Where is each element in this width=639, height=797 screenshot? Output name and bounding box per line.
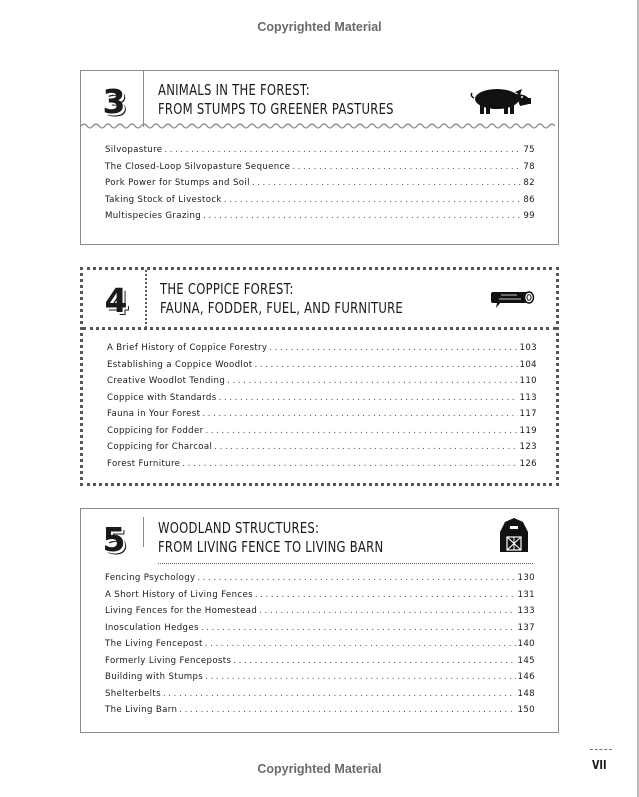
dot-leader xyxy=(269,343,517,353)
header-divider xyxy=(143,517,144,547)
dotted-divider xyxy=(83,327,556,330)
toc-entry-page: 146 xyxy=(517,672,535,682)
toc-entry-page: 82 xyxy=(523,178,535,188)
dot-leader xyxy=(201,623,516,633)
dot-leader xyxy=(255,590,516,600)
chapter-title xyxy=(158,81,394,119)
toc-entry-page: 148 xyxy=(517,688,535,699)
dot-leader xyxy=(179,705,515,715)
chapter-title-line-1: WOODLAND STRUCTURES: xyxy=(158,519,320,537)
toc-entry-page: 131 xyxy=(517,589,535,600)
toc-entry-title: Shelterbelts xyxy=(105,688,161,699)
header-divider xyxy=(143,71,144,127)
dot-leader xyxy=(205,672,515,682)
toc-entry[interactable] xyxy=(105,195,535,212)
toc-entry-title: Forest Furniture xyxy=(107,458,181,469)
toc-entry[interactable] xyxy=(107,360,537,377)
toc-entry-title: Coppicing for Charcoal xyxy=(107,442,213,452)
dot-leader xyxy=(205,426,517,436)
toc-entry[interactable] xyxy=(105,211,535,228)
chapter-number: 3 xyxy=(102,82,126,121)
folio-rule xyxy=(590,749,612,751)
toc-entry[interactable] xyxy=(105,573,535,590)
dot-leader xyxy=(219,393,518,403)
chapter-title-line-1: ANIMALS IN THE FOREST: xyxy=(158,81,310,99)
toc-entry-title: Establishing a Coppice Woodlot xyxy=(107,359,253,370)
dot-leader xyxy=(292,162,521,172)
toc-entry[interactable] xyxy=(105,656,535,673)
toc-entry-title: The Living Barn xyxy=(105,705,178,715)
toc-entry-page: 145 xyxy=(517,655,535,666)
toc-entries xyxy=(107,343,537,475)
toc-entry-page: 130 xyxy=(517,573,535,583)
dot-leader xyxy=(182,459,517,469)
toc-entry[interactable] xyxy=(105,672,535,689)
toc-entry[interactable] xyxy=(107,459,537,476)
toc-entry-title: Inosculation Hedges xyxy=(105,622,199,633)
toc-entry-page: 123 xyxy=(519,442,537,452)
dot-leader xyxy=(214,442,517,452)
toc-entry[interactable] xyxy=(107,376,537,393)
toc-entry[interactable] xyxy=(107,426,537,443)
toc-entry[interactable] xyxy=(107,393,537,410)
toc-entry-page: 150 xyxy=(517,705,535,715)
toc-entry-title: A Short History of Living Fences xyxy=(105,589,253,600)
toc-entry-title: Pork Power for Stumps and Soil xyxy=(105,178,250,188)
toc-entry-page: 133 xyxy=(517,606,535,616)
toc-entries xyxy=(105,573,535,722)
chapter-title-line-2: FROM LIVING FENCE TO LIVING BARN xyxy=(158,538,384,556)
barn-icon xyxy=(499,518,529,552)
toc-entry[interactable] xyxy=(105,606,535,623)
chapter-number: 4 xyxy=(104,281,128,320)
toc-entry[interactable] xyxy=(105,689,535,706)
toc-entry-title: Multispecies Grazing xyxy=(105,211,202,221)
toc-entry[interactable] xyxy=(107,442,537,459)
toc-entry[interactable] xyxy=(105,145,535,162)
toc-entry-title: Taking Stock of Livestock xyxy=(105,194,222,205)
chapter-title xyxy=(158,519,383,557)
toc-entry-title: Fencing Psychology xyxy=(105,573,196,583)
copyright-header: Copyrighted Material xyxy=(257,20,382,34)
chapter-title-line-2: FROM STUMPS TO GREENER PASTURES xyxy=(158,100,394,118)
chapter-title-line-2: FAUNA, FODDER, FUEL, AND FURNITURE xyxy=(160,299,404,317)
toc-entry[interactable] xyxy=(105,623,535,640)
toc-entry[interactable] xyxy=(105,590,535,607)
toc-entry-page: 113 xyxy=(519,392,537,403)
toc-entry-page: 78 xyxy=(523,161,535,172)
toc-entry-page: 75 xyxy=(523,145,535,155)
page-number: VII xyxy=(592,758,607,772)
chapter-5-section xyxy=(80,508,559,733)
dot-leader xyxy=(227,376,517,386)
dot-leader xyxy=(163,689,516,699)
toc-entry-title: Living Fences for the Homestead xyxy=(105,606,258,616)
toc-entry[interactable] xyxy=(105,162,535,179)
toc-entry[interactable] xyxy=(107,343,537,360)
chapter-number: 5 xyxy=(102,520,126,559)
toc-entry[interactable] xyxy=(105,705,535,722)
toc-entry-page: 104 xyxy=(519,359,537,370)
toc-entry-page: 126 xyxy=(519,458,537,469)
toc-entry-title: Creative Woodlot Tending xyxy=(107,376,226,386)
dot-leader xyxy=(233,656,515,666)
chapter-3-section xyxy=(80,70,559,245)
dot-leader xyxy=(202,409,517,419)
chapter-4-section xyxy=(80,267,559,486)
dot-leader xyxy=(224,195,522,205)
toc-entry-page: 110 xyxy=(519,376,537,386)
chapter-header xyxy=(81,71,558,129)
log-icon xyxy=(487,289,535,309)
toc-entry-page: 140 xyxy=(517,639,535,649)
toc-entry-title: Coppice with Standards xyxy=(107,392,217,403)
toc-entry-title: The Closed-Loop Silvopasture Sequence xyxy=(105,161,291,172)
dot-leader xyxy=(203,211,521,221)
toc-entry-page: 117 xyxy=(519,409,537,419)
toc-entry-title: A Brief History of Coppice Forestry xyxy=(107,343,268,353)
chapter-header xyxy=(81,509,558,567)
toc-entry-page: 86 xyxy=(523,194,535,205)
toc-entry-title: Formerly Living Fenceposts xyxy=(105,655,232,666)
toc-entry-title: Building with Stumps xyxy=(105,672,204,682)
dotted-divider xyxy=(158,563,533,564)
toc-entry-title: Coppicing for Fodder xyxy=(107,425,204,436)
dot-leader xyxy=(205,639,516,649)
dot-leader xyxy=(255,360,518,370)
header-divider xyxy=(145,270,147,328)
dot-leader xyxy=(197,573,515,583)
toc-entry-page: 99 xyxy=(523,211,535,221)
toc-entry-page: 103 xyxy=(519,343,537,353)
dot-leader xyxy=(259,606,515,616)
toc-entry-page: 137 xyxy=(517,622,535,633)
toc-entry-title: Silvopasture xyxy=(105,145,163,155)
chapter-header xyxy=(83,270,556,328)
toc-entry-title: The Living Fencepost xyxy=(105,639,203,649)
pig-icon xyxy=(470,85,532,115)
toc-entry[interactable] xyxy=(107,409,537,426)
toc-entry-page: 119 xyxy=(519,425,537,436)
chapter-title-line-1: THE COPPICE FOREST: xyxy=(160,280,294,298)
chapter-title xyxy=(160,280,403,318)
toc-entry[interactable] xyxy=(105,178,535,195)
toc-entries xyxy=(105,145,535,228)
dot-leader xyxy=(164,145,521,155)
wavy-divider xyxy=(81,121,557,131)
toc-entry-title: Fauna in Your Forest xyxy=(107,409,201,419)
copyright-footer: Copyrighted Material xyxy=(257,762,382,776)
toc-entry[interactable] xyxy=(105,639,535,656)
dot-leader xyxy=(252,178,522,188)
